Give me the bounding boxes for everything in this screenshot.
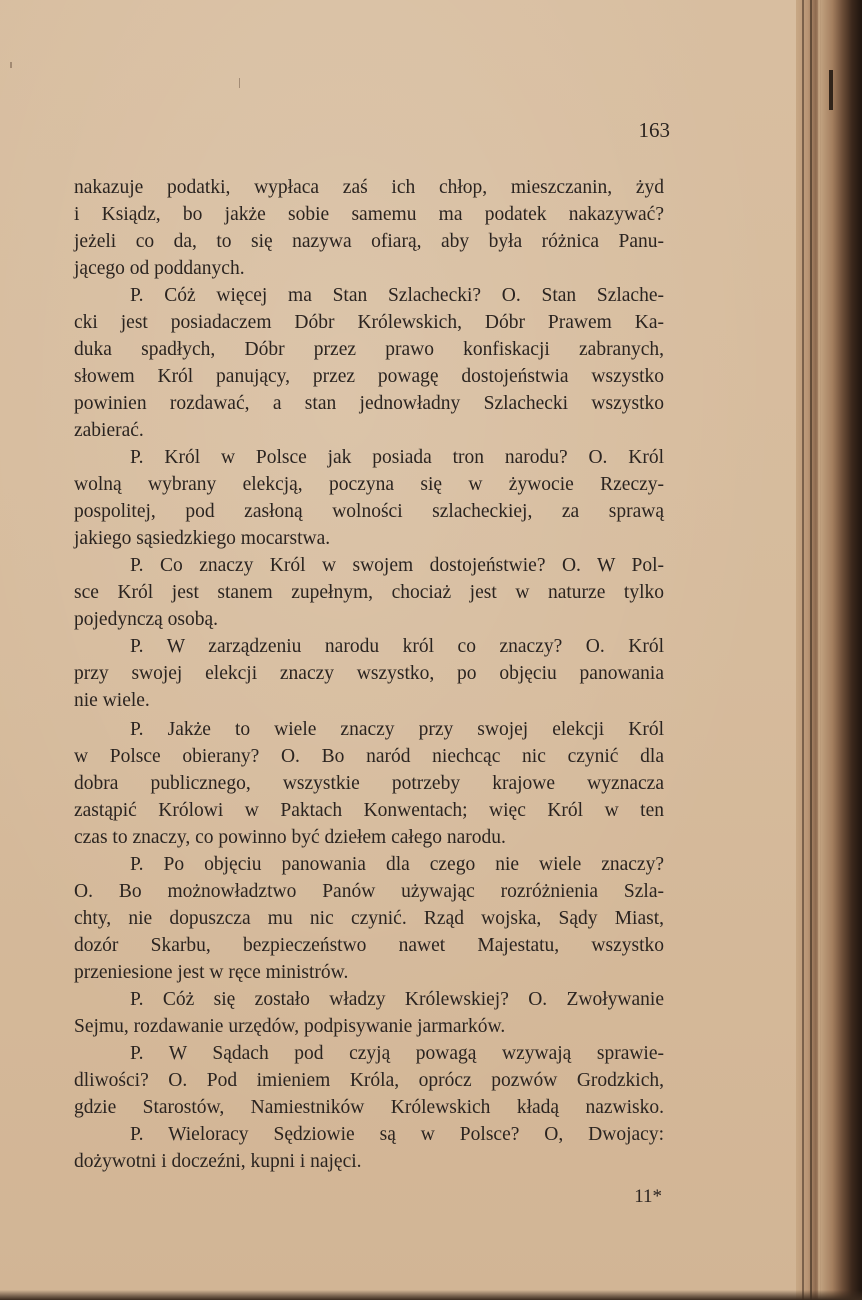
text-line: przy swojej elekcji znaczy wszystko, po objęciu panowania [74, 663, 664, 684]
text-line: dozór Skarbu, bezpieczeństwo nawet Majestatu, wszystko [74, 935, 664, 956]
text-line: pojedynczą osobą. [74, 609, 219, 630]
text-line: przeniesione jest w ręce ministrów. [74, 962, 349, 983]
text-line: dobra publicznego, wszystkie potrzeby krajowe wyznacza [74, 773, 664, 794]
text-line: P. Jakże to wiele znaczy przy swojej elekcji Król [130, 719, 664, 740]
paper-speck [239, 78, 240, 88]
text-line: jakiego sąsiedzkiego mocarstwa. [74, 528, 331, 549]
text-line: nie wiele. [74, 690, 150, 711]
text-line: wolną wybrany elekcją, poczyna się w żywocie Rzeczy- [74, 474, 664, 495]
text-line: gdzie Starostów, Namiestników Królewskich kładą nazwisko. [74, 1097, 664, 1118]
text-line: i Ksiądz, bo jakże sobie samemu ma podatek nakazywać? [74, 204, 664, 225]
text-line: pospolitej, pod zasłoną wolności szlacheckiej, za sprawą [74, 501, 664, 522]
text-line: P. W zarządzeniu narodu król co znaczy? O. Król [130, 636, 664, 657]
text-line: P. W Sądach pod czyją powagą wzywają sprawie- [130, 1043, 664, 1064]
text-line: P. Co znaczy Król w swojem dostojeństwie? O. W Pol- [130, 555, 664, 576]
text-line: zastąpić Królowi w Paktach Konwentach; więc Król w ten [74, 800, 664, 821]
text-line: P. Król w Polsce jak posiada tron narodu? O. Król [130, 447, 664, 468]
book-spine [796, 0, 862, 1300]
text-line: w Polsce obierany? O. Bo naród niechcąc nic czynić dla [74, 746, 664, 767]
text-line: cki jest posiadaczem Dóbr Królewskich, Dóbr Prawem Ka- [74, 312, 664, 333]
paper-speck [10, 62, 12, 68]
text-line: nakazuje podatki, wypłaca zaś ich chłop, mieszczanin, żyd [74, 177, 664, 198]
body-text [74, 174, 664, 1175]
text-line: O. Bo możnowładztwo Panów używając rozróżnienia Szla- [74, 881, 664, 902]
text-line: P. Cóż więcej ma Stan Szlachecki? O. Stan Szlache- [130, 285, 664, 306]
text-line: dliwości? O. Pod imieniem Króla, oprócz pozwów Grodzkich, [74, 1070, 664, 1091]
text-line: zabierać. [74, 420, 144, 441]
text-line: dożywotni i doczeźni, kupni i najęci. [74, 1151, 362, 1172]
text-line: duka spadłych, Dóbr przez prawo konfiskacji zabranych, [74, 339, 664, 360]
spine-line [810, 0, 812, 1300]
text-line: czas to znaczy, co powinno być dziełem całego narodu. [74, 827, 506, 848]
text-line: słowem Król panujący, przez powagę dostojeństwia wszystko [74, 366, 664, 387]
text-line: jącego od poddanych. [74, 258, 245, 279]
text-line: P. Po objęciu panowania dla czego nie wiele znaczy? [130, 854, 664, 875]
page-bottom-edge [0, 1290, 862, 1300]
text-line: powinien rozdawać, a stan jednowładny Szlachecki wszystko [74, 393, 664, 414]
text-line: chty, nie dopuszcza mu nic czynić. Rząd wojska, Sądy Miast, [74, 908, 664, 929]
page-number: 163 [638, 118, 670, 142]
text-line: Sejmu, rozdawanie urzędów, podpisywanie jarmarków. [74, 1016, 506, 1037]
text-line: P. Wieloracy Sędziowie są w Polsce? O, Dwojacy: [130, 1124, 664, 1145]
text-line: sce Król jest stanem zupełnym, chociaż jest w naturze tylko [74, 582, 664, 603]
text-line: jeżeli co da, to się nazywa ofiarą, aby była różnica Panu- [74, 231, 664, 252]
spine-mark [829, 70, 833, 110]
spine-line [802, 0, 804, 1300]
text-line: P. Cóż się zostało władzy Królewskiej? O. Zwoływanie [130, 989, 664, 1010]
spine-line [818, 0, 820, 1300]
signature-mark: 11* [634, 1186, 662, 1207]
